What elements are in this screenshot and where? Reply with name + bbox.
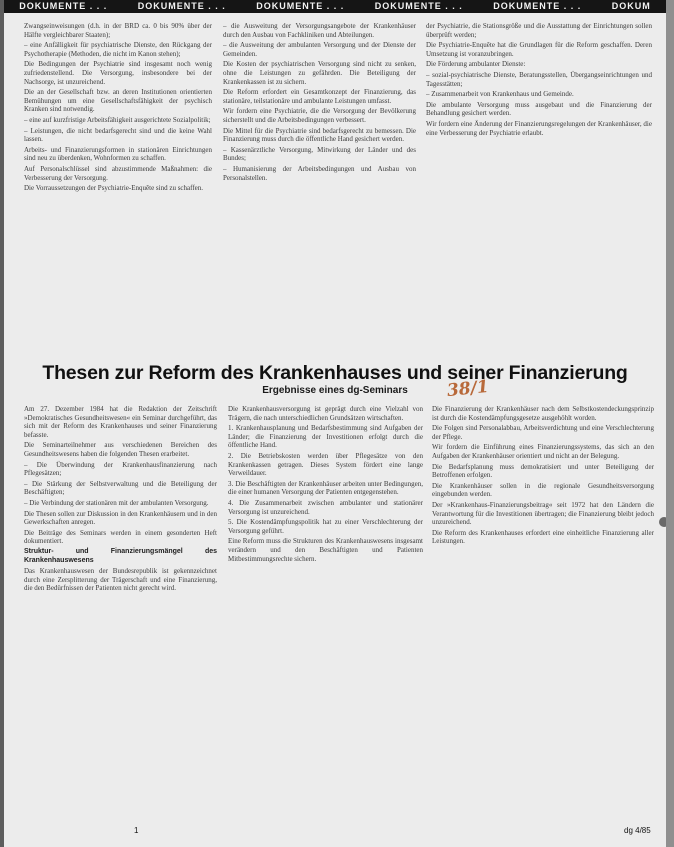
paragraph: Die Bedingungen der Psychiatrie sind insgesamt noch wenig zufriedenstellend. Die Versorgung, insbesondere bei der Nachsorge, ist unzureichend. [24,60,212,86]
handwritten-note: 38/1 [446,376,490,402]
paragraph: – Die Stärkung der Selbstverwaltung und die Beteiligung der Beschäftigten; [24,479,217,497]
article-subtitle: Ergebnisse eines dg-Seminars [262,385,408,396]
upper-column-3 [426,22,652,277]
upper-column-1 [24,22,212,344]
paragraph: Die Seminarteilnehmer aus verschiedenen Bereichen des Gesundheitswesens haben die folgenden Thesen erarbeitet. [24,441,217,458]
paragraph: – Zusammenarbeit von Krankenhaus und Gemeinde. [426,90,574,99]
paragraph: – Kassenärztliche Versorgung, Mitwirkung der Länder und des Bundes; [223,145,416,163]
document-page [4,0,666,847]
paragraph: – Leistungen, die nicht bedarfsgerecht sind und die keine Wahl lassen. [24,126,212,144]
paragraph: – die Ausweitung der Versorgungsangebote der Krankenhäuser durch den Ausbau von Fachkliniken und Abteilungen. [223,22,416,39]
paragraph: der Psychiatrie, die Stationsgröße und die Ausstattung der Einrichtungen sollen überprüft werden; [426,22,652,39]
paragraph: 2. Die Betriebskosten werden über Pflegesätze von den Krankenkassen getragen. Dieses System fördert eine lange Verweildauer. [228,451,423,478]
running-head: DOKUMENTE . . . [374,1,463,11]
paragraph: – sozial-psychiatrische Dienste, Beratungsstellen, Übergangseinrichtungen und Tagesstätten; [426,70,652,88]
section-heading: Struktur- und Finanzierungsmängel des Krankenhauswesens [24,547,217,564]
paragraph: Die ambulante Versorgung muss ausgebaut und die Finanzierung der Behandlung gesichert werden. [426,100,652,118]
paragraph: Wir fordern eine Psychiatrie, die die Versorgung der Bevölkerung sicherstellt und die Arbeitsbedingungen verbessert. [223,107,416,124]
lower-column-3 [432,405,654,820]
running-head: DOKUMENTE . . . [493,1,582,11]
paragraph: Die Beiträge des Seminars werden in einem gesonderten Heft dokumentiert. [24,528,217,546]
lower-column-1 [24,405,217,820]
running-head-strip [4,0,666,13]
paragraph: Auf Personalschlüssel sind abzustimmende Maßnahmen: die Verbesserung der Versorgung. [24,164,212,182]
paragraph: Die Mittel für die Psychiatrie sind bedarfsgerecht zu bemessen. Die Finanzierung muss durch die öffentliche Hand gesichert werden. [223,126,416,144]
paragraph: Die an der Gesellschaft bzw. an deren Institutionen orientierten Bemühungen um eine Gesellschaftsfähigkeit der psychisch Kranken sind notwendig. [24,88,212,114]
paragraph: Das Krankenhauswesen der Bundesrepublik ist gekennzeichnet durch eine Zersplitterung der Trägerschaft und eine Finanzierung, die den Bedürfnissen der Patienten nicht gerecht wird. [24,567,217,593]
paragraph: Die Reform erfordert ein Gesamtkonzept der Finanzierung, das stationäre, teilstationäre und ambulante Leistungen umfasst. [223,88,416,105]
running-head: DOKUM [611,1,651,11]
paragraph: Arbeits- und Finanzierungsformen in stationären Einrichtungen sind neu zu überdenken, Wohnformen zu schaffen. [24,145,212,163]
punch-hole [659,517,666,527]
paragraph: Die Förderung ambulanter Dienste: [426,60,526,69]
paragraph: Die Krankenhäuser sollen in die regionale Gesundheitsversorgung eingebunden werden. [432,481,654,499]
paragraph: Die Bedarfsplanung muss demokratisiert und unter Beteiligung der Betroffenen erfolgen. [432,462,654,480]
article-title: Thesen zur Reform des Krankenhauses und seiner Finanzierung [42,362,628,384]
paragraph: Zwangseinweisungen (d.h. in der BRD ca. 0 bis 90% über der Hälfte vergleichbarer Staaten); [24,22,212,39]
paragraph: – Die Verbindung der stationären mit der ambulanten Versorgung. [24,498,209,507]
scan-edge-shadow [0,0,4,847]
page-number: 1 [134,826,139,835]
paragraph: Die Vorraussetzungen der Psychiatrie-Enquête sind zu schaffen. [24,184,204,193]
paragraph: Die Krankenhausversorgung ist geprägt durch eine Vielzahl von Trägern, die nach unterschiedlichen Grundsätzen wirtschaften. [228,405,423,422]
running-head: DOKUMENTE . . . [19,1,108,11]
paragraph: 4. Die Zusammenarbeit zwischen ambulanter und stationärer Versorgung ist unzureichend. [228,498,423,516]
paragraph: 1. Krankenhausplanung und Bedarfsbestimmung sind Aufgaben der Länder; die Finanzierung der Investitionen erfolgt durch die öffentliche Hand. [228,424,423,450]
running-head: DOKUMENTE . . . [137,1,226,11]
paragraph: Die Reform des Krankenhauses erfordert eine einheitliche Finanzierung aller Leistungen. [432,528,654,546]
paragraph: Eine Reform muss die Strukturen des Krankenhauswesens insgesamt verändern und den Beschäftigten und Patienten Mitbestimmungsrechte sichern. [228,537,423,563]
paragraph: Am 27. Dezember 1984 hat die Redaktion der Zeitschrift »Demokratisches Gesundheitswesen« ein Seminar durchgeführt, das sich mit der Reform des Krankenhauses und seiner Finanzierung befasste. [24,405,217,439]
paragraph: Die Thesen sollen zur Diskussion in den Krankenhäusern und in den Gewerkschaften anregen. [24,509,217,527]
paragraph: Wir fordern die Einführung eines Finanzierungssystems, das sich an den Aufgaben der Krankenhäuser orientiert und nicht an der Belegung. [432,443,654,460]
paragraph: – Humanisierung der Arbeitsbedingungen und Ausbau von Personalstellen. [223,164,416,182]
paragraph: 3. Die Beschäftigten der Krankenhäuser arbeiten unter Bedingungen, die einer humanen Versorgung der Patienten entgegenstehen. [228,479,423,497]
paragraph: – Die Überwindung der Krankenhausfinanzierung nach Pflegesätzen; [24,460,217,478]
paragraph: Die Psychiatrie-Enquête hat die Grundlagen für die Reform geschaffen. Deren Umsetzung ist voranzubringen. [426,41,652,58]
paragraph: – die Ausweitung der ambulanten Versorgung und der Dienste der Gemeinden. [223,41,416,58]
paragraph: Die Folgen sind Personalabbau, Arbeitsverdichtung und eine Verschlechterung der Pflege. [432,424,654,441]
paragraph: 5. Die Kostendämpfungspolitik hat zu einer Verschlechterung der Versorgung geführt. [228,518,423,535]
upper-column-2 [223,22,416,344]
paragraph: – eine Anfälligkeit für psychiatrische Dienste, den Rückgang der Psychotherapie (Methoden, die nicht im Kanon stehen); [24,41,212,58]
paragraph: – eine auf kurzfristige Arbeitsfähigkeit ausgerichtete Sozialpolitik; [24,115,211,124]
journal-issue-mark: dg 4/85 [624,826,651,835]
lower-column-2 [228,405,423,820]
paragraph: Der »Krankenhaus-Finanzierungsbeitrag« seit 1972 hat den Ländern die Verantwortung für die Investitionen übertragen; die Finanzierung bleibt jedoch unzureichend. [432,500,654,527]
paragraph: Die Finanzierung der Krankenhäuser nach dem Selbstkostendeckungsprinzip ist durch die Kostendämpfungsgesetze ausgehöhlt worden. [432,405,654,422]
paragraph: Die Kosten der psychiatrischen Versorgung sind nicht zu senken, ohne die Leistungen zu gefährden. Die Beteiligung der Krankenkassen ist zu sichern. [223,60,416,86]
running-head: DOKUMENTE . . . [256,1,345,11]
paragraph: Wir fordern eine Änderung der Finanzierungsregelungen der Krankenhäuser, die eine Verbesserung der Psychiatrie erlaubt. [426,119,652,137]
